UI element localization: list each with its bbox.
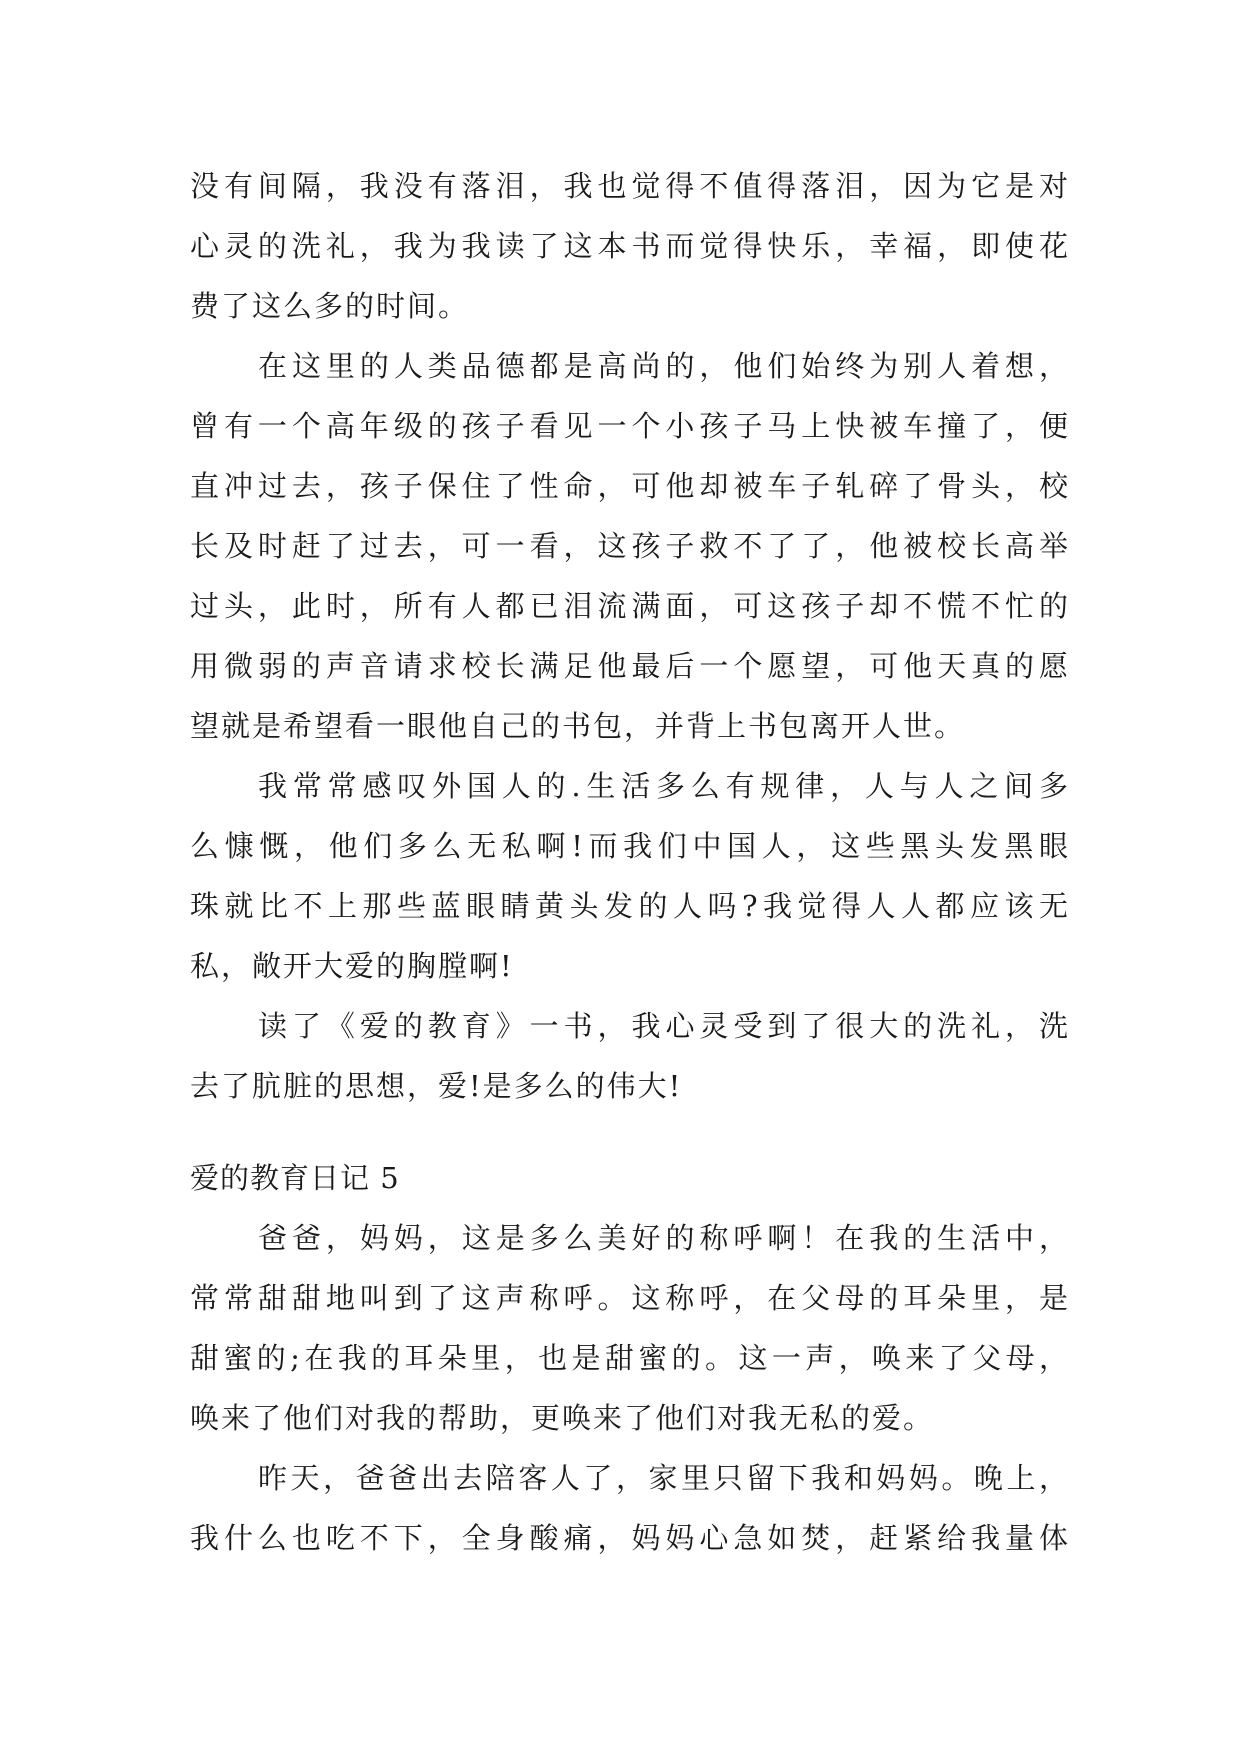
text-line: 常常甜甜地叫到了这声称呼。这称呼，在父母的耳朵里，是: [190, 1281, 1070, 1315]
text-line: 没有间隔，我没有落泪，我也觉得不值得落泪，因为它是对: [190, 169, 1070, 203]
text-line: 过头，此时，所有人都已泪流满面，可这孩子却不慌不忙的: [190, 589, 1070, 623]
paragraph: [190, 336, 1070, 756]
paragraph: [190, 996, 1070, 1116]
paragraph: [190, 156, 1070, 336]
text-line: 么慷慨，他们多么无私啊!而我们中国人，这些黑头发黑眼: [190, 829, 1070, 863]
paragraph: [190, 756, 1070, 996]
text-line: 曾有一个高年级的孩子看见一个小孩子马上快被车撞了，便: [190, 409, 1070, 443]
text-line: 我常常感叹外国人的.生活多么有规律，人与人之间多: [258, 769, 1070, 803]
text-line: 唤来了他们对我的帮助，更唤来了他们对我无私的爱。: [190, 1401, 935, 1435]
text-line: 爸爸，妈妈，这是多么美好的称呼啊！在我的生活中，: [258, 1221, 1070, 1255]
text-line: 望就是希望看一眼他自己的书包，并背上书包离开人世。: [190, 709, 966, 743]
text-line: 昨天，爸爸出去陪客人了，家里只留下我和妈妈。晚上，: [258, 1461, 1070, 1495]
text-line: 长及时赶了过去，可一看，这孩子救不了了，他被校长高举: [190, 529, 1070, 563]
document-body: [190, 156, 1070, 1568]
text-line: 我什么也吃不下，全身酸痛，妈妈心急如焚，赶紧给我量体: [190, 1521, 1070, 1555]
text-line: 私，敞开大爱的胸膛啊!: [190, 949, 514, 983]
paragraph: [190, 1208, 1070, 1448]
text-line: 直冲过去，孩子保住了性命，可他却被车子轧碎了骨头，校: [190, 469, 1070, 503]
text-line: 用微弱的声音请求校长满足他最后一个愿望，可他天真的愿: [190, 649, 1070, 683]
paragraph: [190, 1448, 1070, 1568]
text-line: 去了肮脏的思想，爱!是多么的伟大!: [190, 1069, 683, 1103]
text-line: 心灵的洗礼，我为我读了这本书而觉得快乐，幸福，即使花: [190, 229, 1070, 263]
section-title: 爱的教育日记 5: [190, 1161, 400, 1195]
text-line: 费了这么多的时间。: [190, 289, 470, 323]
text-line: 甜蜜的;在我的耳朵里，也是甜蜜的。这一声，唤来了父母，: [190, 1341, 1070, 1375]
text-line: 读了《爱的教育》一书，我心灵受到了很大的洗礼，洗: [258, 1009, 1070, 1043]
text-line: 在这里的人类品德都是高尚的，他们始终为别人着想，: [258, 349, 1070, 383]
text-line: 珠就比不上那些蓝眼睛黄头发的人吗?我觉得人人都应该无: [190, 889, 1070, 923]
